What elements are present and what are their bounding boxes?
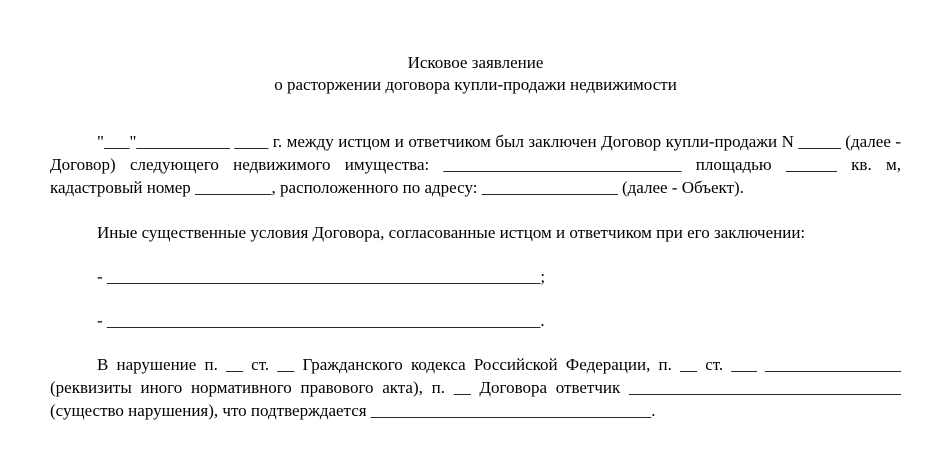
document-page: [50, 0, 901, 422]
title-line-1: Исковое заявление: [407, 53, 544, 72]
paragraph-violation: В нарушение п. __ ст. __ Гражданского кодекса Российской Федерации, п. __ ст. ___ ________________ (реквизиты иного нормативного правового акта), п. __ Договора ответчик ________________________________ (существо нарушения), что подтверждается _________________________________.: [50, 355, 901, 420]
list-item: - ___________________________________________________.: [97, 311, 545, 330]
list-item: - ___________________________________________________;: [97, 267, 546, 286]
paragraph-other-terms: Иные существенные условия Договора, согласованные истцом и ответчиком при его заключении:: [97, 223, 806, 242]
document-title: [50, 52, 901, 96]
title-line-2: о расторжении договора купли-продажи недвижимости: [274, 75, 677, 94]
paragraph-contract-info: "___"___________ ____ г. между истцом и ответчиком был заключен Договор купли-продажи N _____ (далее - Договор) следующего недвижимого имущества: ____________________________ площадью ______ кв. м, кадастровый номер _________, расположенного по адресу: ________________ (далее - Объект).: [50, 132, 901, 197]
